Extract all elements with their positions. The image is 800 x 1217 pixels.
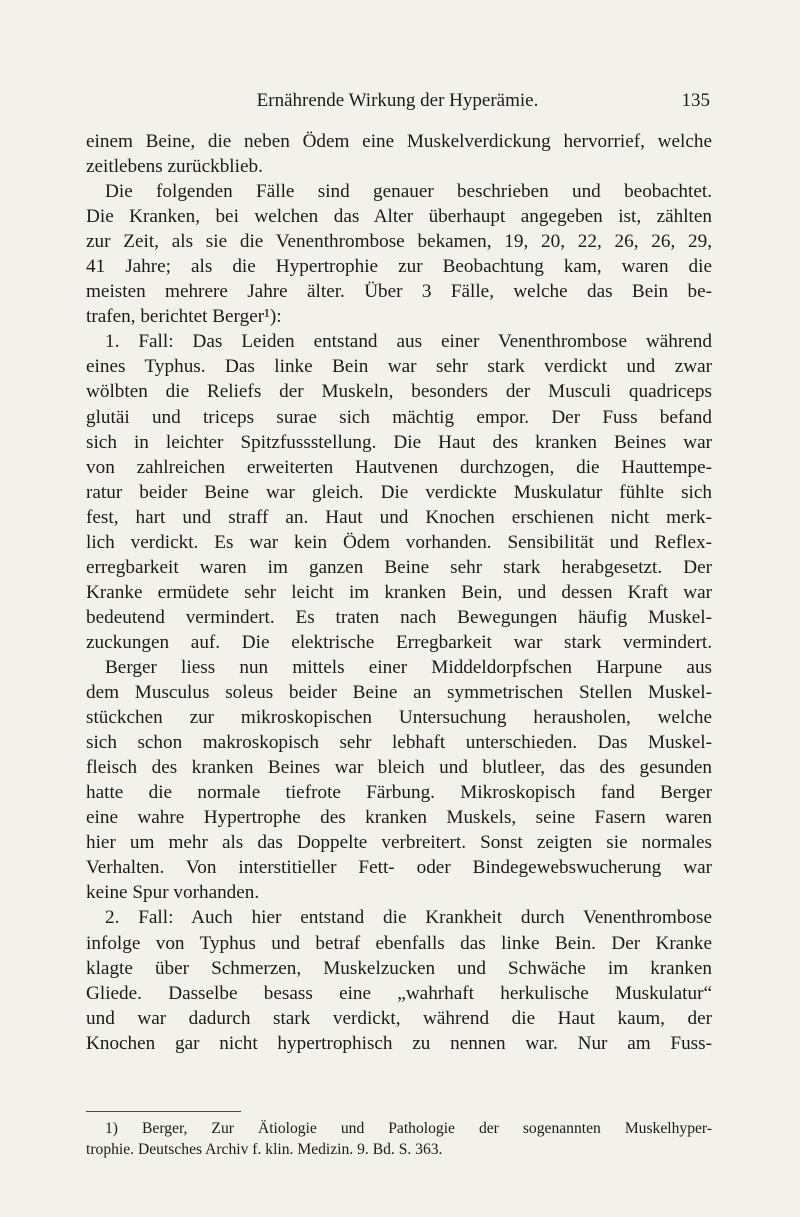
text-line: 2. Fall: Auch hier entstand die Krankheit durch Venenthrombose bbox=[105, 907, 712, 929]
text-line: sich in leichter Spitzfussstellung. Die Haut des kranken Beines war bbox=[86, 431, 712, 453]
body-text bbox=[86, 129, 712, 1056]
footnote-line: 1) Berger, Zur Ätiologie und Pathologie der sogenannten Muskelhyper- bbox=[105, 1120, 712, 1137]
text-line: trafen, berichtet Berger¹): bbox=[86, 306, 282, 328]
text-line: Kranke ermüdete sehr leicht im kranken Bein, und dessen Kraft war bbox=[86, 581, 712, 603]
text-line: zur Zeit, als sie die Venenthrombose bekamen, 19, 20, 22, 26, 26, 29, bbox=[86, 231, 712, 253]
text-line: stückchen zur mikroskopischen Untersuchung herausholen, welche bbox=[86, 707, 712, 729]
text-line: Gliede. Dasselbe besass eine „wahrhaft herkulische Muskulatur“ bbox=[86, 982, 712, 1004]
text-line: Die Kranken, bei welchen das Alter überhaupt angegeben ist, zählten bbox=[86, 206, 712, 228]
page-number: 135 bbox=[681, 90, 710, 111]
text-line: dem Musculus soleus beider Beine an symmetrischen Stellen Muskel- bbox=[86, 682, 712, 704]
text-line: eines Typhus. Das linke Bein war sehr stark verdickt und zwar bbox=[86, 356, 712, 378]
text-line: hier um mehr als das Doppelte verbreitert. Sonst zeigten sie normales bbox=[86, 832, 712, 854]
text-line: eine wahre Hypertrophe des kranken Muskels, seine Fasern waren bbox=[86, 807, 712, 829]
text-line: ratur beider Beine war gleich. Die verdickte Muskulatur fühlte sich bbox=[86, 481, 712, 503]
text-line: fleisch des kranken Beines war bleich und blutleer, das des gesunden bbox=[86, 757, 712, 779]
text-line: erregbarkeit waren im ganzen Beine sehr stark herabgesetzt. Der bbox=[86, 556, 712, 578]
text-line: lich verdickt. Es war kein Ödem vorhanden. Sensibilität und Reflex- bbox=[86, 531, 712, 553]
text-line: 41 Jahre; als die Hypertrophie zur Beobachtung kam, waren die bbox=[86, 256, 712, 278]
text-line: sich schon makroskopisch sehr lebhaft unterschieden. Das Muskel- bbox=[86, 732, 712, 754]
text-line: wölbten die Reliefs der Muskeln, besonders der Musculi quadriceps bbox=[86, 381, 712, 403]
text-line: glutäi und triceps surae sich mächtig empor. Der Fuss befand bbox=[86, 406, 712, 428]
running-title: Ernährende Wirkung der Hyperämie. bbox=[256, 90, 539, 111]
text-line: Berger liess nun mittels einer Middeldorpfschen Harpune aus bbox=[105, 656, 712, 678]
text-line: zuckungen auf. Die elektrische Erregbarkeit war stark vermindert. bbox=[86, 631, 712, 653]
text-line: 1. Fall: Das Leiden entstand aus einer Venenthrombose während bbox=[105, 331, 712, 353]
text-line: bedeutend vermindert. Es traten nach Bewegungen häufig Muskel- bbox=[86, 606, 712, 628]
footnote-rule bbox=[86, 1111, 241, 1112]
text-line: meisten mehrere Jahre älter. Über 3 Fälle, welche das Bein be- bbox=[86, 281, 712, 303]
text-line: keine Spur vorhanden. bbox=[86, 882, 260, 904]
footnote bbox=[86, 1119, 712, 1160]
text-line: fest, hart und straff an. Haut und Knochen erschienen nicht merk- bbox=[86, 506, 712, 528]
text-line: von zahlreichen erweiterten Hautvenen durchzogen, die Hauttempe- bbox=[86, 456, 712, 478]
text-line: einem Beine, die neben Ödem eine Muskelverdickung hervorrief, welche bbox=[86, 131, 712, 152]
text-line: Die folgenden Fälle sind genauer beschrieben und beobachtet. bbox=[105, 181, 712, 203]
footnote-line: trophie. Deutsches Archiv f. klin. Medizin. 9. Bd. S. 363. bbox=[86, 1140, 443, 1158]
text-line: Verhalten. Von interstitieller Fett- oder Bindegewebswucherung war bbox=[86, 857, 712, 879]
text-line: klagte über Schmerzen, Muskelzucken und Schwäche im kranken bbox=[86, 957, 712, 979]
text-line: zeitlebens zurückblieb. bbox=[86, 156, 263, 178]
text-line: Knochen gar nicht hypertrophisch zu nennen war. Nur am Fuss- bbox=[86, 1032, 712, 1054]
text-line: infolge von Typhus und betraf ebenfalls das linke Bein. Der Kranke bbox=[86, 932, 712, 954]
text-line: und war dadurch stark verdickt, während die Haut kaum, der bbox=[86, 1007, 712, 1029]
page-header bbox=[85, 90, 710, 120]
text-line: hatte die normale tiefrote Färbung. Mikroskopisch fand Berger bbox=[86, 782, 712, 804]
